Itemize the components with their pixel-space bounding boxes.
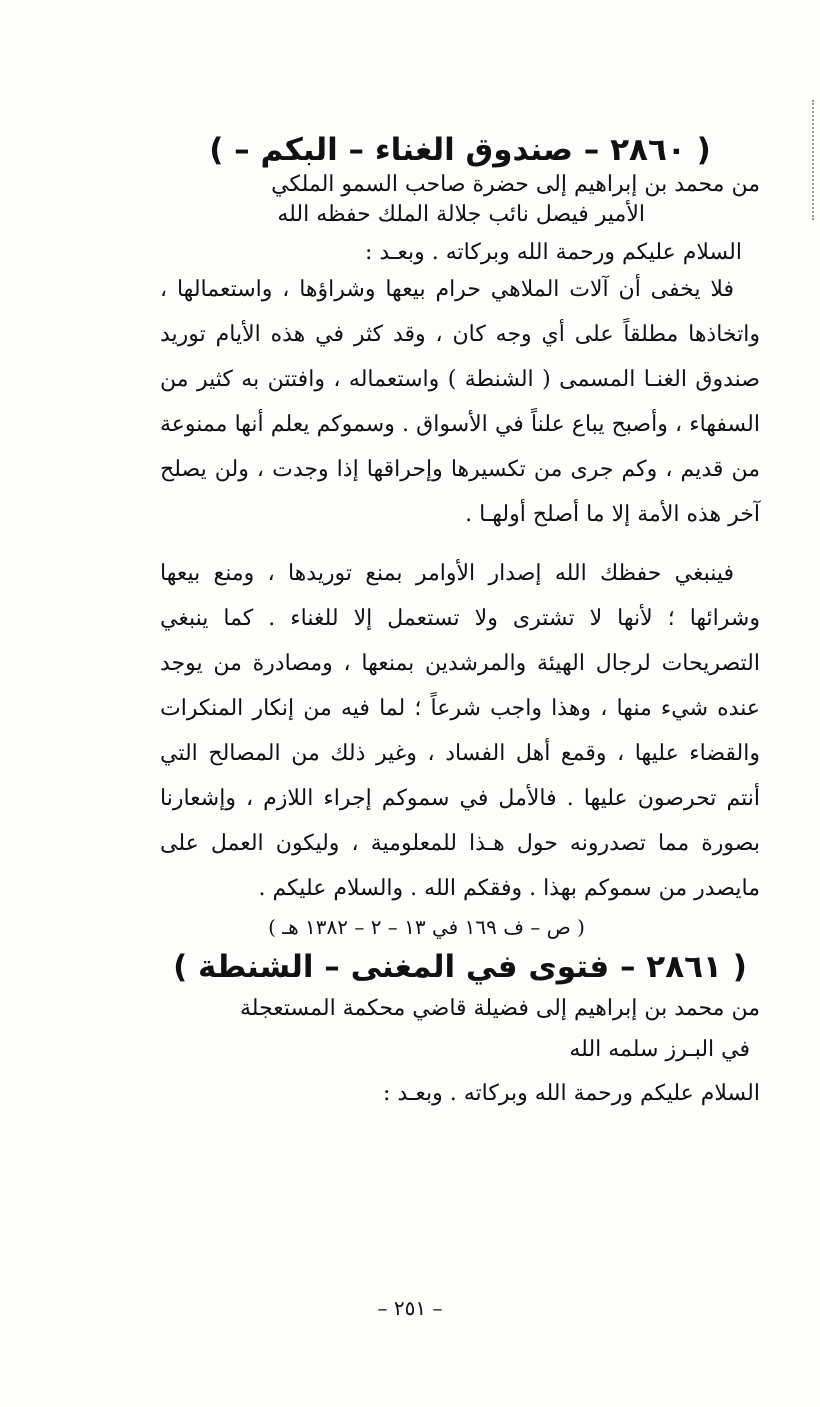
article-2861-greeting: السلام عليكم ورحمة الله وبركاته . وبعـد :	[383, 1081, 760, 1107]
article-2860-paragraph-2: فينبغي حفظك الله إصدار الأوامر بمنع توريدها ، ومنع بيعها وشرائها ؛ لأنها لا تشترى ولا تستعمل إلا للغناء . كما ينبغي التصريحات لرجال الهيئة والمرشدين بمنعها ، ومصادرة من يوجد عنده شيء منها ، وهذا واجب شرعاً ؛ لما فيه من إنكار المنكرات والقضاء عليها ، وقمع أهل الفساد ، وغير ذلك من المصالح التي أنتم تحرصون عليها . فالأمل في سموكم إجراء اللازم ، وإشعارنا بصورة مما تصدرونه حول هـذا للمعلومية ، وليكون العمل على مايصدر من سموكم بهذا . وفقكم الله . والسلام عليكم .	[160, 561, 760, 902]
page-number: – ٢٥١ –	[377, 1296, 443, 1320]
margin-marks	[804, 100, 814, 220]
article-2861-title: ( ٢٨٦١ – فتوى في المغنى – الشنطة )	[173, 949, 747, 986]
article-2860-greeting: السلام عليكم ورحمة الله وبركاته . وبعـد :	[365, 239, 742, 265]
article-2861-recipient-line: في البـرز سلمه الله	[569, 1037, 750, 1063]
article-2860-reference: ( ص – ف ١٦٩ في ١٣ – ٢ – ١٣٨٢ هـ )	[268, 915, 585, 940]
article-2860-recipient-line: الأمير فيصل نائب جلالة الملك حفظه الله	[277, 201, 645, 227]
article-2860-sender-line: من محمد بن إبراهيم إلى حضرة صاحب السمو الملكي	[271, 172, 760, 198]
article-2860-title: ( ٢٨٦٠ – صندوق الغناء – البكم – )	[209, 132, 711, 168]
page-content	[160, 130, 760, 1109]
paragraph-gap	[160, 537, 760, 551]
article-2860-paragraph-1: فلا يخفى أن آلات الملاهي حرام بيعها وشراؤها ، واستعمالها ، واتخاذها مطلقاً على أي وجه كان ، وقد كثر في هذه الأيام توريد صندوق الغنـا المسمى ( الشنطة ) واستعماله ، وافتتن به كثير من السفهاء ، وأصبح يباع علناً في الأسواق . وسموكم يعلم أنها ممنوعة من قديم ، وكم جرى من تكسيرها وإحراقها إذا وجدت ، ولن يصلح آخر هذه الأمة إلا ما أصلح أولهـا .	[160, 277, 760, 528]
article-2861-sender-line: من محمد بن إبراهيم إلى فضيلة قاضي محكمة المستعجلة	[239, 995, 760, 1021]
